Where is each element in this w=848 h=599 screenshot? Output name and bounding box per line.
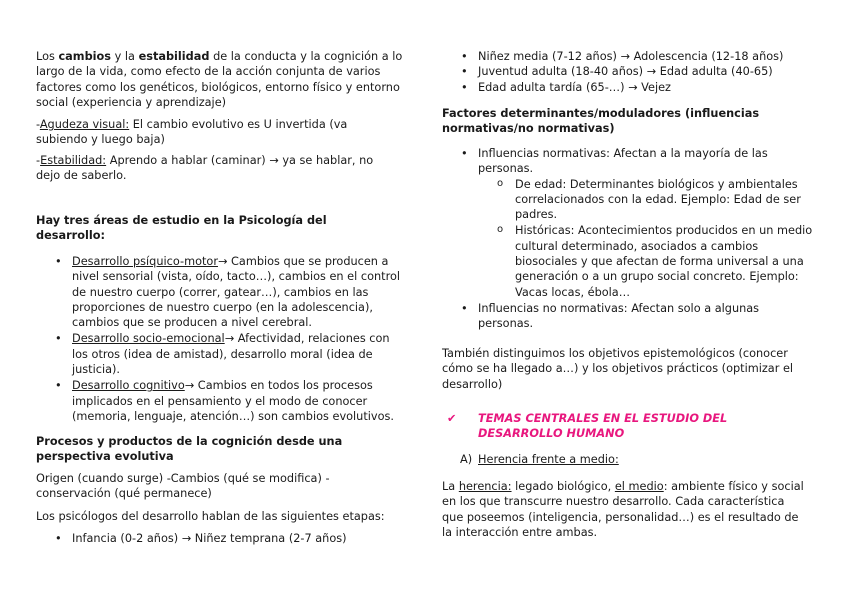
agudeza-paragraph — [36, 117, 366, 148]
list-item: • Edad adulta tardía (65-…) → Vejez — [442, 80, 816, 95]
sub-list-item: o Históricas: Acontecimientos producidos en un medio cultural determinado, asociados a cambios biosociales y que afectan de forma universal a una generación o a un grupo social concreto. Ejemplo: Vacas locas, ébola… — [442, 223, 816, 299]
intro-text: y la — [111, 50, 139, 63]
temas-heading-text: TEMAS CENTRALES EN EL ESTUDIO DEL DESARROLLO HUMANO — [478, 412, 728, 441]
herencia-text: legado biológico, — [511, 480, 615, 493]
herencia-prefix: A) — [460, 453, 473, 466]
herencia-text: La — [442, 480, 459, 493]
areas-heading: Hay tres áreas de estudio en la Psicología del desarrollo: — [36, 214, 327, 243]
list-item: • Influencias no normativas: Afectan solo a algunas personas. — [442, 301, 798, 332]
intro-text: Los — [36, 50, 59, 63]
estabilidad-label: Estabilidad: — [40, 154, 107, 167]
area-text: → Cambios en todos los procesos implicados en el pensamiento y el modo de conocer (memoria, lenguaje, atención…) son cambios evolutivos. — [72, 379, 394, 423]
list-item — [36, 254, 406, 330]
intro-paragraph — [36, 49, 406, 110]
dash: - — [36, 118, 40, 131]
estabilidad-paragraph — [36, 153, 396, 184]
agudeza-text: El cambio evolutivo es U invertida (va subiendo y luego baja) — [36, 118, 348, 147]
herencia-paragraph — [442, 479, 804, 540]
list-item: • Niñez media (7-12 años) → Adolescencia (12-18 años) — [442, 49, 816, 64]
area-label: Desarrollo psíquico-motor — [72, 255, 218, 268]
check-icon: ✔ — [447, 412, 457, 425]
herencia-term: herencia: — [458, 480, 512, 493]
medio-term: el medio — [614, 480, 664, 493]
origen-paragraph: Origen (cuando surge) -Cambios (qué se modifica) -conservación (qué permanece) — [36, 472, 330, 501]
procesos-heading: Procesos y productos de la cognición desde una perspectiva evolutiva — [36, 435, 343, 464]
etapas-intro: Los psicólogos del desarrollo hablan de las siguientes etapas: — [36, 510, 385, 523]
sub-list-item: o De edad: Determinantes biológicos y ambientales correlacionados con la edad. Ejemplo: Edad de ser padres. — [442, 177, 816, 223]
herencia-text: : ambiente físico y social en los que transcurre nuestro desarrollo. Cada característica que poseemos (inteligencia, personalidad…) es el resultado de la interacción entre ambas. — [442, 480, 804, 539]
temas-heading — [442, 411, 808, 442]
list-item — [36, 331, 406, 377]
intro-bold-estabilidad: estabilidad — [138, 50, 210, 63]
estabilidad-text: Aprendo a hablar (caminar) → ya se hablar, no dejo de saberlo. — [36, 154, 374, 183]
area-text: → Cambios que se producen a nivel sensorial (vista, oído, tacto…), cambios en el control de nuestro cuerpo (correr, gatear…), cambios en las proporciones de nuestro cuerpo (en la adolescencia), cambios que se producen a nivel cerebral. — [72, 255, 401, 330]
influencias-list — [442, 146, 816, 332]
areas-list — [36, 254, 406, 424]
list-item: • Juventud adulta (18-40 años) → Edad adulta (40-65) — [442, 64, 816, 79]
list-item: • Influencias normativas: Afectan a la mayoría de las personas. — [442, 146, 788, 177]
list-item: • Infancia (0-2 años) → Niñez temprana (2-7 años) — [36, 531, 406, 546]
objetivos-paragraph: También distinguimos los objetivos epistemológicos (conocer cómo se ha llegado a…) y los objetivos prácticos (optimizar el desarrollo) — [442, 347, 794, 391]
agudeza-label: Agudeza visual: — [39, 118, 130, 131]
dash: - — [36, 154, 41, 167]
factores-heading: Factores determinantes/moduladores (influencias normativas/no normativas) — [442, 107, 760, 136]
area-label: Desarrollo cognitivo — [72, 379, 185, 393]
etapas-list — [442, 49, 816, 95]
intro-text: de la conducta y la cognición a lo largo de la vida, como efecto de la acción conjunta de varios factores como los genéticos, biológicos, entorno físico y entorno social (experiencia y aprendizaje) — [36, 50, 403, 109]
list-item — [36, 378, 406, 424]
intro-bold-cambios: cambios — [58, 50, 112, 63]
herencia-label: Herencia frente a medio: — [478, 453, 619, 466]
area-text: → Afectividad, relaciones con los otros (idea de amistad), desarrollo moral (idea de justicia). — [72, 332, 390, 377]
herencia-heading — [442, 452, 816, 467]
area-label: Desarrollo socio-emocional — [72, 332, 225, 346]
